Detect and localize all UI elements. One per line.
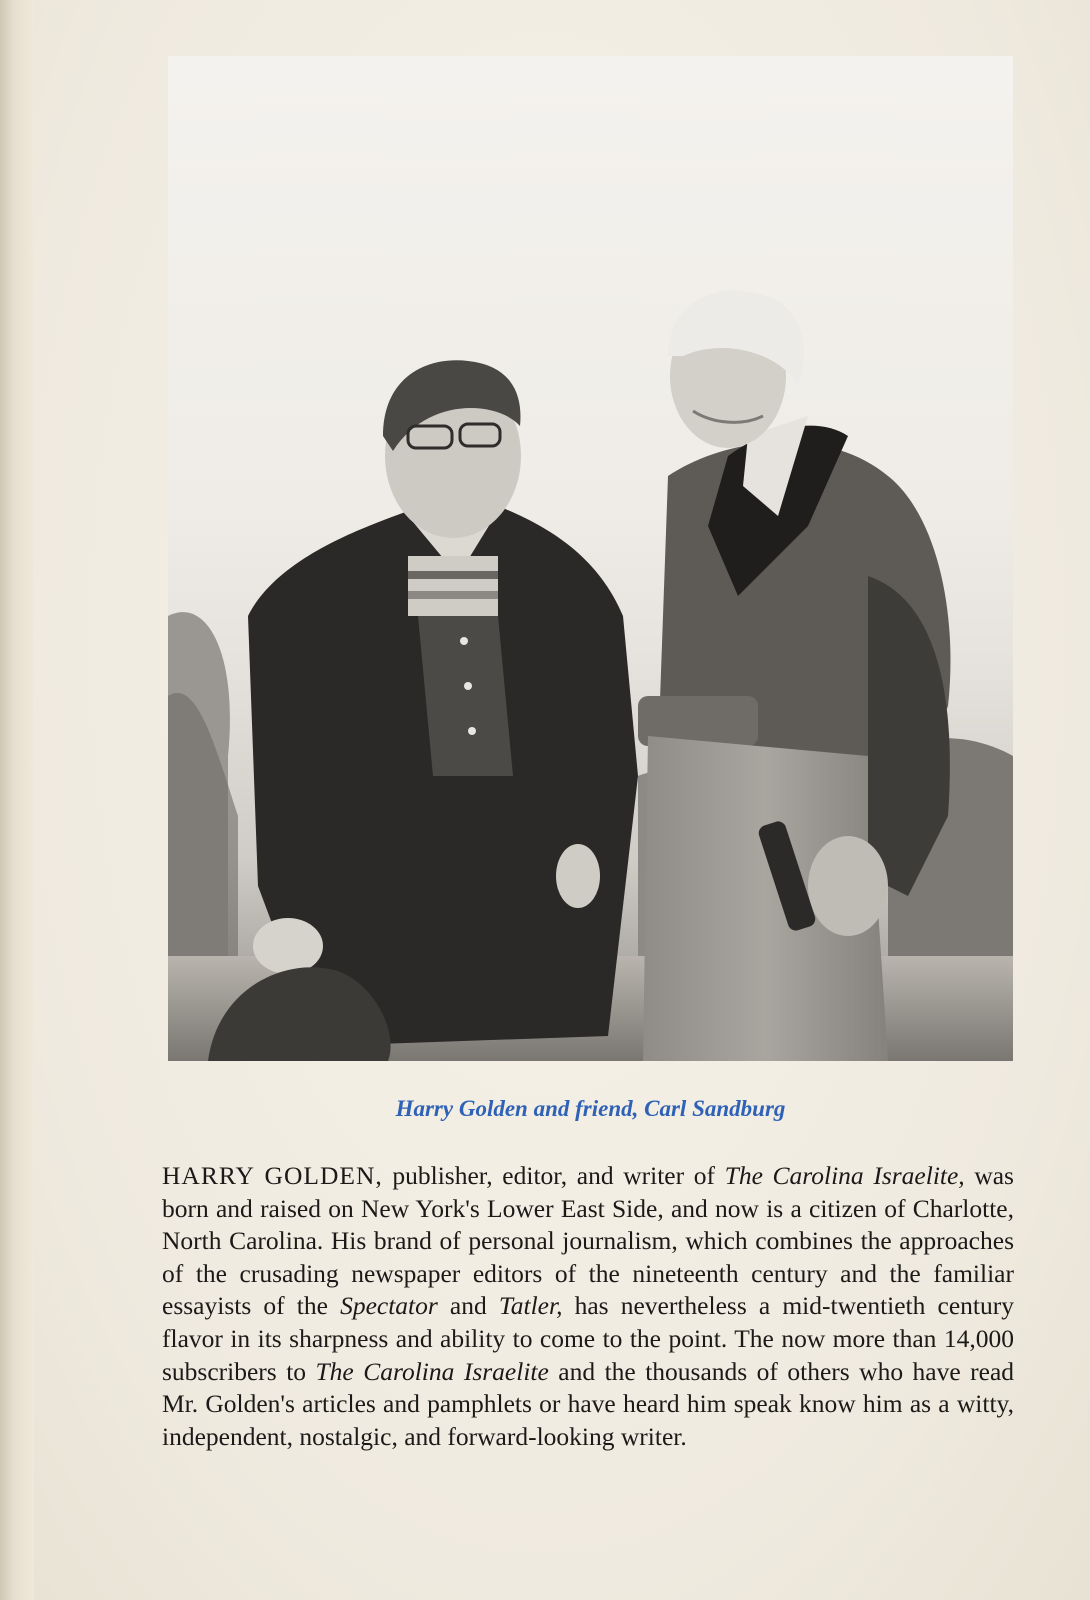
spine-edge <box>0 0 34 1600</box>
author-name: HARRY GOLDEN, <box>162 1161 383 1190</box>
photo-illustration <box>168 56 1013 1061</box>
publication-tatler: Tatler, <box>498 1291 563 1321</box>
bio-text-2: was born and raised on New York's Lower East Side, and now is a citizen of Charlotte, North Carolina. His brand of personal journalism, which combines the approaches of the crusading newspaper editors of the nineteenth century and the familiar essayists of the <box>162 1161 1014 1321</box>
author-photo <box>168 56 1013 1061</box>
bio-text-3: and <box>437 1291 499 1321</box>
bio-text-5: and the thousands of others who have read Mr. Golden's articles and pamphlets or have heard him speak know him as a witty, independent, nostalgic, and forward-looking writer. <box>162 1356 1015 1451</box>
publication-spectator: Spectator <box>340 1291 438 1321</box>
publication-title-1: The Carolina Israelite, <box>724 1161 965 1190</box>
bio-text-4: has nevertheless a mid-twentieth century flavor in its sharpness and ability to come to the point. The now more than 14,000 subscribers to <box>162 1291 1014 1386</box>
photo-caption: Harry Golden and friend, Carl Sandburg <box>395 1096 786 1121</box>
publication-title-2: The Carolina Israelite <box>315 1356 549 1386</box>
author-biography <box>162 1160 1014 1453</box>
bio-text-1: publisher, editor, and writer of <box>382 1161 725 1190</box>
